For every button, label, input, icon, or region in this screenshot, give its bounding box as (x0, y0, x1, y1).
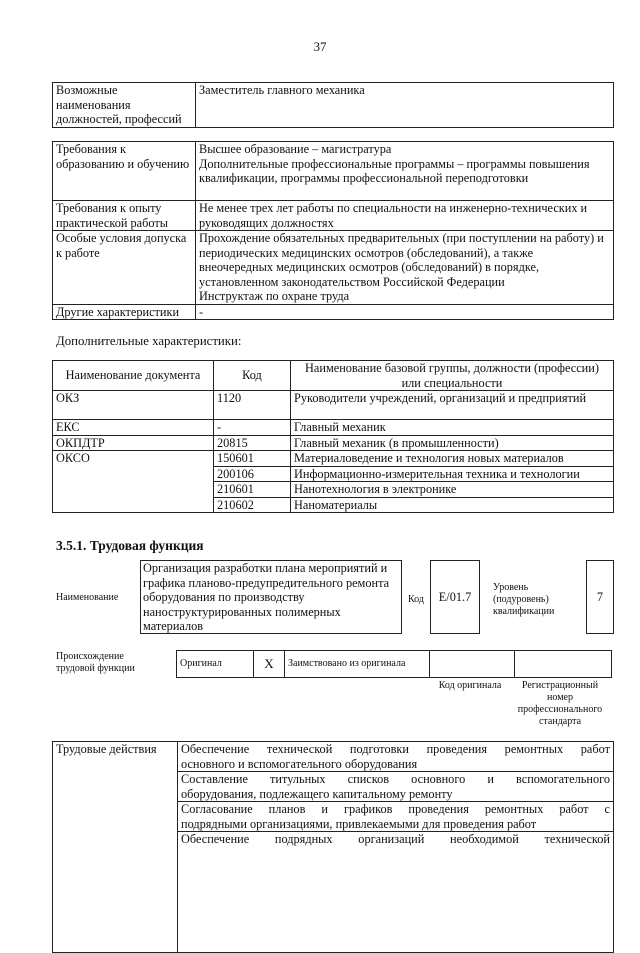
extra-header-code: Код (214, 361, 291, 391)
action-line: Обеспечение технической подготовки проведения ремонтных работ (181, 742, 610, 756)
table-row (53, 435, 614, 451)
action-item (178, 742, 614, 772)
positions-label: Возможные наименования должностей, профессий (53, 83, 196, 128)
level-label: Уровень (подуровень) квалификации (493, 582, 555, 617)
requirements-table (52, 141, 614, 320)
action-line: оборудования, подлежащего капитальному ремонту (181, 786, 453, 801)
conditions-line: Инструктаж по охране труда (199, 289, 350, 303)
code-cell: 1120 (214, 391, 291, 420)
name-cell: Наноматериалы (291, 497, 614, 513)
conditions-line: Прохождение обязательных предварительных (при поступлении на работу) и периодических медицинских осмотров (обследований), а также внеочередных медицинских осмотров (обследований) в порядке, установленном законодательством Российской Федерации (199, 231, 604, 289)
action-line: Составление титульных списков основного и вспомогательного (181, 772, 610, 786)
orig-code-cell (430, 651, 515, 678)
original-label: Оригинал (177, 651, 254, 678)
level-box: 7 (586, 560, 614, 634)
code-cell: 200106 (214, 466, 291, 482)
action-line: Согласование планов и графиков проведения ремонтных работ с (181, 802, 610, 816)
education-line: Дополнительные профессиональные программы – программы повышения квалификации, программы профессиональной переподготовки (199, 156, 590, 185)
doc-cell: ЕКС (53, 420, 214, 436)
table-row (53, 391, 614, 420)
extra-heading: Дополнительные характеристики: (56, 334, 242, 348)
education-label: Требования к образованию и обучению (53, 142, 196, 201)
conditions-label: Особые условия допуска к работе (53, 231, 196, 305)
extra-table (52, 360, 614, 513)
reg-number-cell (515, 651, 612, 678)
positions-value: Заместитель главного механика (196, 83, 614, 128)
experience-label: Требования к опыту практической работы (53, 201, 196, 231)
code-label: Код (408, 594, 424, 605)
original-mark: X (254, 651, 285, 678)
function-title: 3.5.1. Трудовая функция (56, 538, 204, 553)
action-line: основного и вспомогательного оборудования (181, 756, 418, 771)
code-cell: - (214, 420, 291, 436)
orig-code-label: Код оригинала (438, 680, 502, 691)
name-cell: Главный механик (291, 420, 614, 436)
action-item (178, 772, 614, 802)
action-item (178, 832, 614, 953)
name-cell: Информационно-измерительная техника и технологии (291, 466, 614, 482)
extra-header-name: Наименование базовой группы, должности (профессии) или специальности (291, 361, 614, 391)
experience-value: Не менее трех лет работы по специальности на инженерно-технических и руководящих должностях (196, 201, 614, 231)
name-cell: Нанотехнология в электронике (291, 482, 614, 498)
code-cell: 20815 (214, 435, 291, 451)
other-label: Другие характеристики (53, 304, 196, 320)
extra-header-doc: Наименование документа (53, 361, 214, 391)
code-cell: 210602 (214, 497, 291, 513)
doc-cell: ОКЗ (53, 391, 214, 420)
origin-label: Происхождение трудовой функции (56, 651, 135, 674)
action-line: Обеспечение подрядных организаций необходимой технической (181, 832, 610, 846)
reg-number-label: Регистрационный номер профессионального стандарта (517, 680, 603, 727)
name-cell: Главный механик (в промышленности) (291, 435, 614, 451)
code-cell: 150601 (214, 451, 291, 467)
positions-table (52, 82, 614, 128)
table-row (53, 420, 614, 436)
other-value: - (196, 304, 614, 320)
action-item (178, 802, 614, 832)
education-line: Высшее образование – магистратура (199, 142, 392, 156)
actions-table (52, 741, 614, 953)
conditions-value (196, 231, 614, 305)
name-cell: Материаловедение и технология новых материалов (291, 451, 614, 467)
doc-cell: ОКПДТР (53, 435, 214, 451)
code-cell: 210601 (214, 482, 291, 498)
function-name-box: Организация разработки плана мероприятий и графика планово-предупредительного ремонта оборудования по производству наноструктурированных полимерных материалов (140, 560, 402, 634)
page-number: 37 (313, 40, 327, 54)
education-value (196, 142, 614, 201)
doc-cell: ОКСО (53, 451, 214, 513)
table-row (53, 451, 614, 467)
origin-table (176, 650, 612, 678)
borrowed-label: Заимствовано из оригинала (285, 651, 430, 678)
name-cell: Руководители учреждений, организаций и предприятий (291, 391, 614, 420)
code-box: E/01.7 (430, 560, 480, 634)
action-line: подрядными организациями, привлекаемыми для проведения работ (181, 816, 537, 831)
actions-label: Трудовые действия (53, 742, 178, 953)
function-name-label: Наименование (56, 592, 119, 603)
